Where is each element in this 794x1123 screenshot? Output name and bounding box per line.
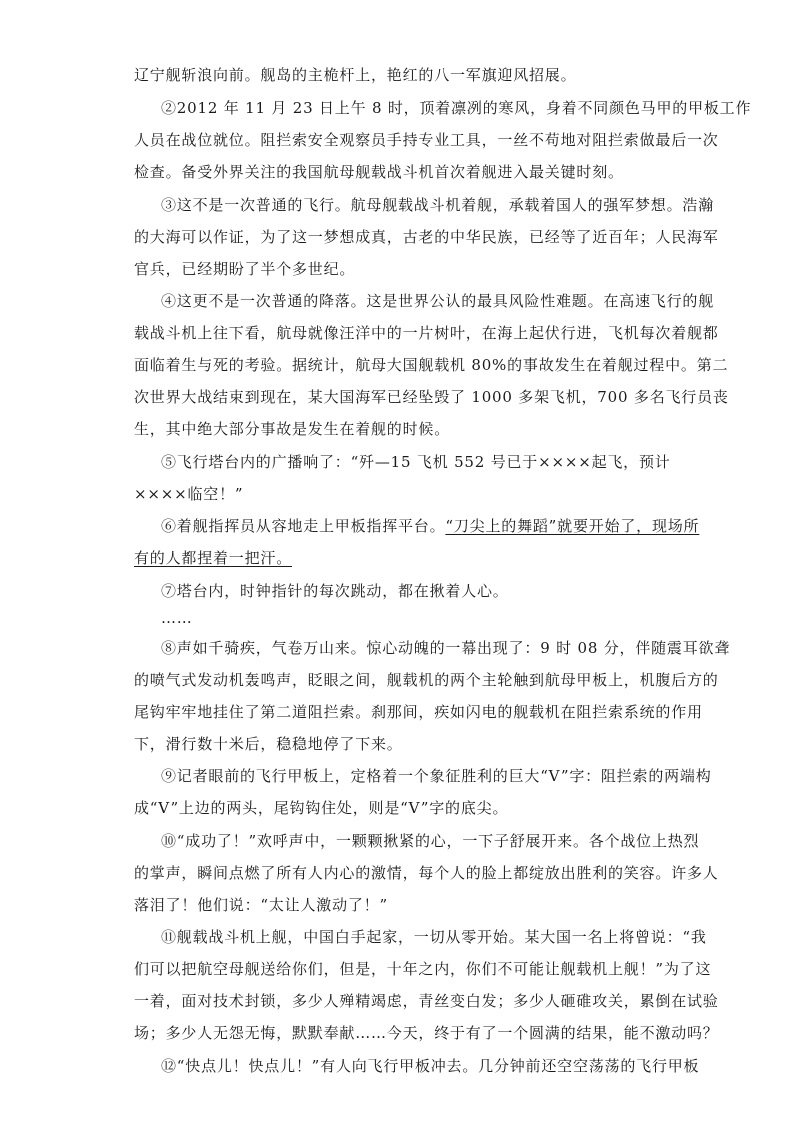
paragraph-8-line-1: ⑧声如千骑疾，气卷万山来。惊心动魄的一幕出现了：9 时 08 分，伴随震耳欲聋 [161,639,731,657]
paragraph-12-line-1: ⑫“快点儿！快点儿！”有人向飞行甲板冲去。几分钟前还空空荡荡的飞行甲板 [161,1057,700,1075]
text-line: 们可以把航空母舰送给你们，但是，十年之内，你们不可能让舰载机上舰！”为了这 [134,960,712,978]
paragraph-4-line-1: ④这更不是一次普通的降落。这是世界公认的最具风险性难题。在高速飞行的舰 [161,292,715,310]
ellipsis: …… [161,609,193,627]
text-segment: ⑥着舰指挥员从容地走上甲板指挥平台。 [161,517,446,535]
paragraph-10-line-1: ⑩“成功了！”欢呼声中，一颗颗揪紧的心，一下子舒展开来。各个战位上热烈 [161,832,700,850]
text-line: 落泪了！他们说：“太让人激动了！” [134,896,388,914]
paragraph-11-line-1: ⑪舰载战斗机上舰，中国白手起家，一切从零开始。某大国一名上将曾说：“我 [161,928,707,946]
paragraph-7-line-1: ⑦塔台内，时钟指针的每次跳动，都在揪着人心。 [161,582,509,600]
text-line: 人员在战位就位。阻拦索安全观察员手持专业工具，一丝不苟地对阻拦索做最后一次 [134,131,719,149]
paragraph-2-line-1: ②2012 年 11 月 23 日上午 8 时，顶着凛冽的寒风，身着不同颜色马甲的甲板工作 [161,99,752,117]
text-line: 辽宁舰斩浪向前。舰岛的主桅杆上，艳红的八一军旗迎风招展。 [134,66,577,84]
text-line: 生，其中绝大部分事故是发生在着舰的时候。 [134,420,451,438]
underlined-sentence-continued: 有的人都捏着一把汗。 [134,549,293,567]
paragraph-6-line-1 [161,516,699,536]
text-line: 次世界大战结束到现在，某大国海军已经坠毁了 1000 多架飞机，700 多名飞行员丧 [134,388,729,406]
paragraph-9-line-1: ⑨记者眼前的飞行甲板上，定格着一个象征胜利的巨大“V”字：阻拦索的两端构 [161,767,712,785]
underlined-sentence: “刀尖上的舞蹈”就要开始了，现场所 [445,517,700,535]
text-line: 的大海可以作证，为了这一梦想成真，古老的中华民族，已经等了近百年；人民海军 [134,228,719,246]
text-line: 的掌声，瞬间点燃了所有人内心的激情，每个人的脸上都绽放出胜利的笑容。许多人 [134,864,719,882]
text-line: 面临着生与死的考验。据统计，航母大国舰载机 80%的事故发生在着舰过程中。第二 [134,356,729,374]
text-line: 载战斗机上往下看，航母就像汪洋中的一片树叶，在海上起伏行进，飞机每次着舰都 [134,324,719,342]
text-line: 下，滑行数十米后，稳稳地停了下来。 [134,735,403,753]
text-line: 的喷气式发动机轰鸣声，眨眼之间，舰载机的两个主轮触到航母甲板上，机腹后方的 [134,671,719,689]
paragraph-3-line-1: ③这不是一次普通的飞行。航母舰载战斗机着舰，承载着国人的强军梦想。浩瀚 [161,196,715,214]
text-line: 一着，面对技术封锁，多少人殚精竭虑，青丝变白发；多少人砸碓攻关，累倒在试验 [134,992,719,1010]
text-line: 成“V”上边的两头，尾钩钩住处，则是“V”字的底尖。 [134,799,509,817]
text-line: 官兵，已经期盼了半个多世纪。 [134,260,356,278]
text-line: 尾钩牢牢地挂住了第二道阻拦索。刹那间，疾如闪电的舰载机在阻拦索系统的作用 [134,703,703,721]
text-line: 场；多少人无怨无悔，默默奉献……今天，终于有了一个圆满的结果，能不激动吗？ [134,1024,719,1042]
text-line: 检查。备受外界关注的我国航母舰载战斗机首次着舰进入最关键时刻。 [134,163,624,181]
paragraph-5-line-1: ⑤飞行塔台内的广播响了：“歼—15 飞机 552 号已于××××起飞，预计 [161,453,671,471]
text-line: ××××临空！” [134,485,244,503]
